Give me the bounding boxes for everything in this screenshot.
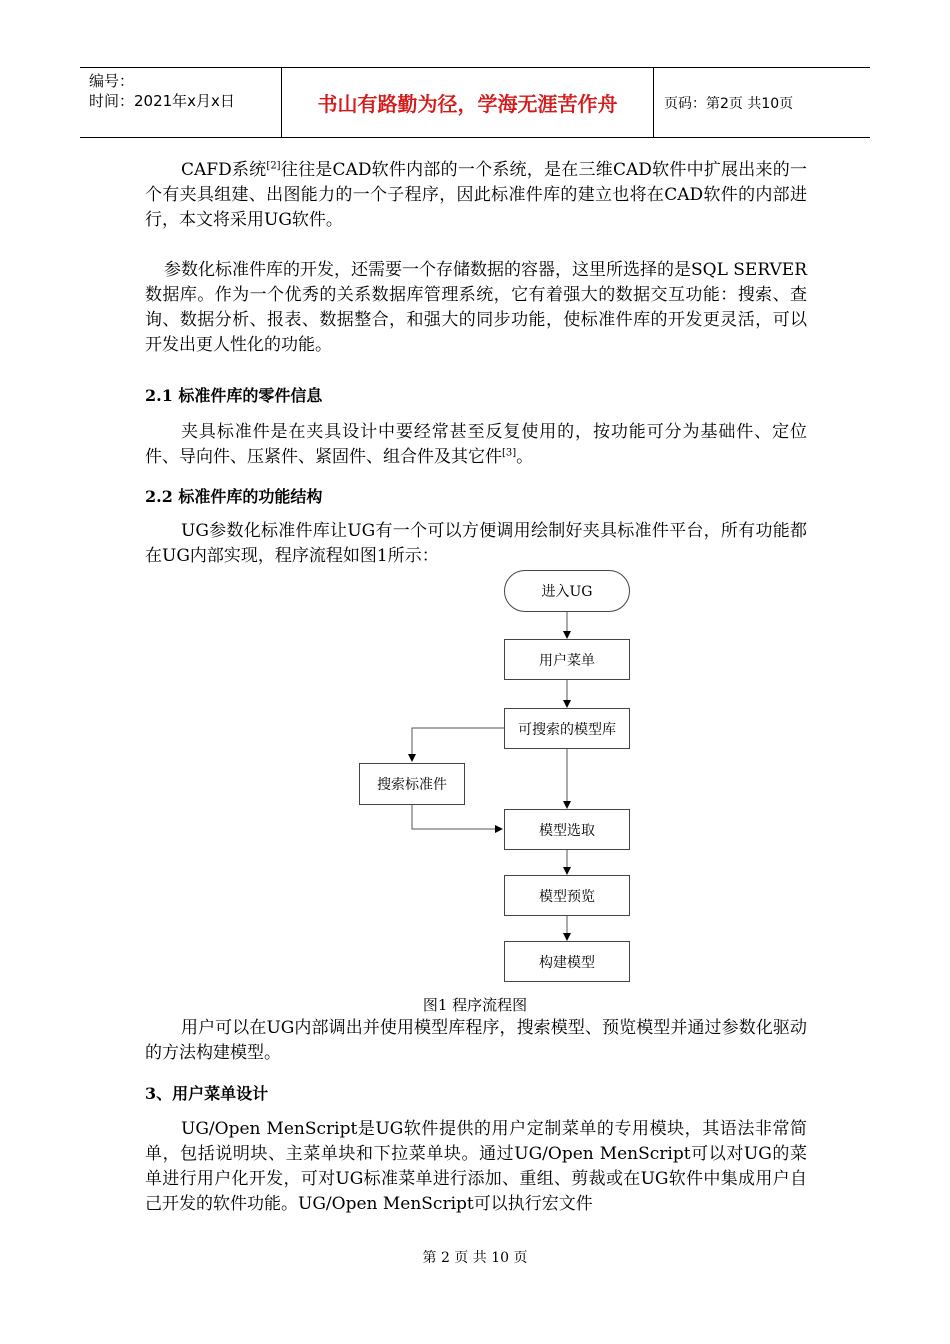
time-label: 时间：2021年x月x日 bbox=[89, 92, 235, 110]
header-page-info: 页码：第2页 共10页 bbox=[664, 95, 794, 112]
p1-text-b: 往往是CAD软件内部的一个系统，是在三维CAD软件中扩展出来的一个有夹具组建、出图能力的一个子程序，因此标准件库的建立也将在CAD软件的内部进行，本文将采用UG软件。 bbox=[145, 160, 807, 230]
flow-start-node: 进入UG bbox=[504, 570, 630, 612]
page-footer: 第 2 页 共 10 页 bbox=[422, 1250, 528, 1266]
figure-caption: 图1 程序流程图 bbox=[422, 996, 528, 1014]
paragraph-fixture-parts bbox=[145, 420, 807, 470]
flow-model-select: 模型选取 bbox=[504, 809, 630, 850]
paragraph-user-usage: 用户可以在UG内部调出并使用模型库程序，搜索模型、预览模型并通过参数化驱动的方法构建模型。 bbox=[145, 1018, 807, 1063]
citation-2: [2] bbox=[266, 160, 281, 172]
heading-2-2: 2.2 标准件库的功能结构 bbox=[145, 487, 323, 506]
p3-text-a: 夹具标准件是在夹具设计中要经常甚至反复使用的，按功能可分为基础件、定位件、导向件、压紧件、紧固件、组合件及其它件 bbox=[145, 422, 807, 467]
flow-model-preview: 模型预览 bbox=[504, 875, 630, 916]
arrow-lib-to-search bbox=[412, 728, 504, 761]
p3-text-b: 。 bbox=[516, 447, 534, 467]
citation-3: [3] bbox=[502, 447, 517, 459]
number-label: 编号： bbox=[89, 72, 135, 90]
p1-text-a: CAFD系统 bbox=[181, 160, 267, 180]
paragraph-menscript: UG/Open MenScript是UG软件提供的用户定制菜单的专用模块，其语法非常简单，包括说明块、主菜单块和下拉菜单块。通过UG/Open MenScript可以对UG的菜单进行用户化开发，可对UG标准菜单进行添加、重组、剪裁或在UG软件中集成用户自己开发的软件功能。UG/Open MenScript可以执行宏文件 bbox=[145, 1119, 807, 1214]
page-header bbox=[80, 67, 870, 138]
paragraph-cafd bbox=[145, 158, 807, 233]
heading-3: 3、用户菜单设计 bbox=[145, 1084, 269, 1103]
header-meta-cell bbox=[80, 68, 282, 137]
arrow-search-to-select bbox=[412, 805, 502, 829]
paragraph-ug-library: UG参数化标准件库让UG有一个可以方便调用绘制好夹具标准件平台，所有功能都在UG内部实现，程序流程如图1所示： bbox=[145, 521, 807, 566]
heading-2-1: 2.1 标准件库的零件信息 bbox=[145, 386, 323, 405]
header-motto: 书山有路勤为径，学海无涯苦作舟 bbox=[282, 68, 654, 137]
flow-searchable-library: 可搜索的模型库 bbox=[504, 708, 630, 749]
flow-search-standard: 搜索标准件 bbox=[359, 763, 465, 805]
paragraph-sql-server: 参数化标准件库的开发，还需要一个存储数据的容器，这里所选择的是SQL SERVER数据库。作为一个优秀的关系数据库管理系统，它有着强大的数据交互功能：搜索、查询、数据分析、报表、数据整合，和强大的同步功能，使标准件库的开发更灵活，可以开发出更人性化的功能。 bbox=[145, 260, 808, 355]
flow-build-model: 构建模型 bbox=[504, 941, 630, 982]
flow-user-menu: 用户菜单 bbox=[504, 639, 630, 680]
